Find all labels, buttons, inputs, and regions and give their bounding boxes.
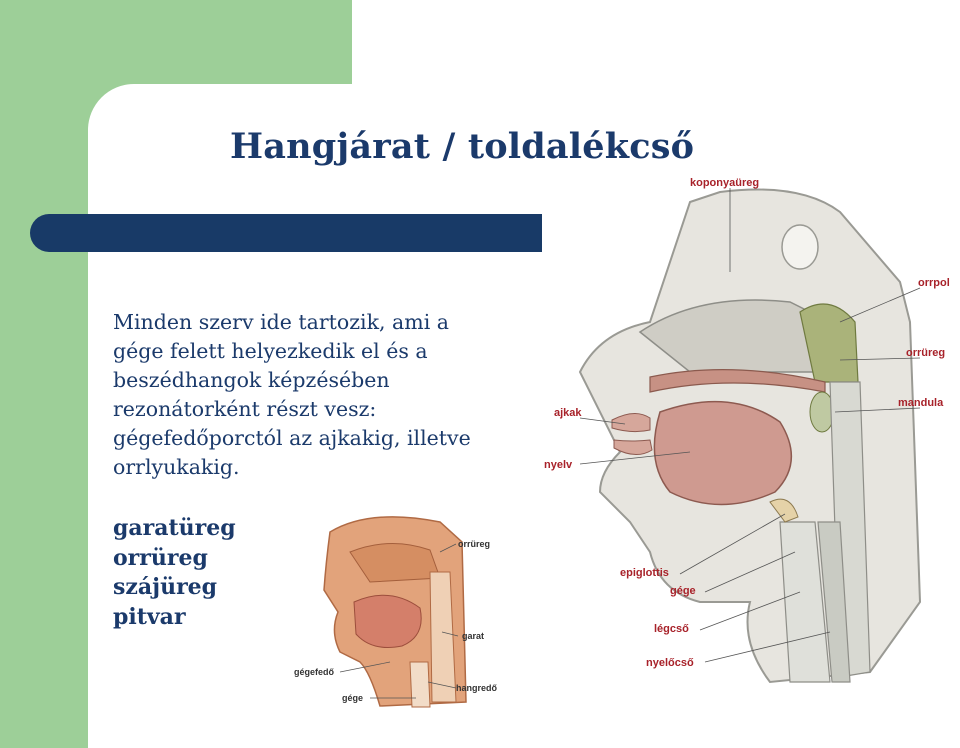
vocal-tract-drawing <box>540 172 960 702</box>
tongue-section <box>354 595 421 647</box>
vocal-tract-illustration-small <box>290 512 530 712</box>
tongue <box>654 402 791 505</box>
label-epiglottis: epiglottis <box>620 567 669 579</box>
body-line: beszédhangok képzésében <box>113 368 390 392</box>
small-label-garat: garat <box>462 631 485 641</box>
sinus-cavity <box>782 225 818 269</box>
small-label-orrureg: orrüreg <box>458 539 491 549</box>
vocal-tract-small-drawing <box>290 512 530 712</box>
body-line: orrlyukakig. <box>113 455 240 479</box>
small-label-gege: gége <box>342 693 364 703</box>
label-legcso: légcső <box>654 623 689 635</box>
label-nyelv: nyelv <box>544 459 573 471</box>
label-mandula: mandula <box>898 397 944 409</box>
label-nyelocso: nyelőcső <box>646 657 694 669</box>
slide-title: Hangjárat / toldalékcső <box>230 126 695 167</box>
term-item: orrüreg <box>113 544 208 571</box>
larynx-section <box>410 662 430 707</box>
term-item: garatüreg <box>113 515 236 541</box>
label-gege: gége <box>670 585 696 597</box>
term-item: pitvar <box>113 603 186 630</box>
body-line: gége felett helyezkedik el és a <box>113 339 428 363</box>
body-line: rezonátorként részt vesz: <box>113 397 377 421</box>
vocal-tract-illustration-large <box>540 172 960 702</box>
label-orrpol: orrpol <box>918 277 950 289</box>
term-item: szájüreg <box>113 574 218 600</box>
label-koponyaureg: koponyaüreg <box>690 177 760 189</box>
label-orrureg: orrüreg <box>906 347 946 359</box>
term-list <box>113 514 236 632</box>
body-text <box>113 308 533 482</box>
title-underline-bar <box>30 214 542 252</box>
small-label-hangredo: hangredő <box>456 683 498 693</box>
body-line: Minden szerv ide tartozik, ami a <box>113 310 450 334</box>
label-ajkak: ajkak <box>554 407 582 419</box>
body-line: gégefedőporctól az ajkakig, illetve <box>113 426 471 450</box>
small-label-gegefedo: gégefedő <box>294 667 335 677</box>
